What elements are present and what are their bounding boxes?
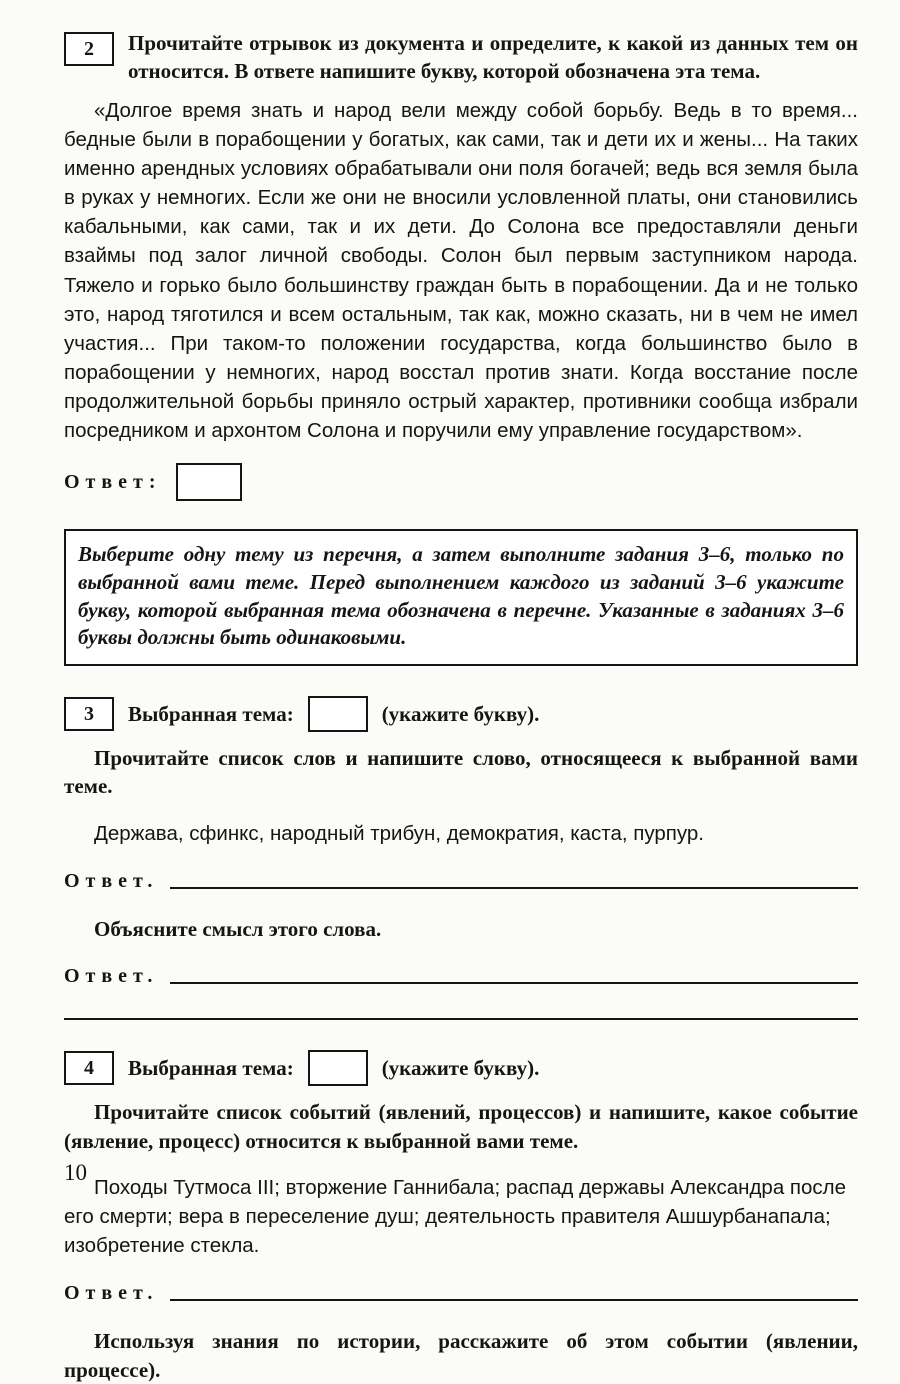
task2-answer-row — [64, 463, 858, 501]
task2-number-box: 2 — [64, 32, 114, 66]
task2-source-passage: «Долгое время знать и народ вели между собой борьбу. Ведь в то время... бедные были в порабощении у богатых, как сами, так и дети их и жены... На таких именно арендных условиях обрабатывали они поля богачей; ведь вся земля была в руках у немногих. Если же они не вносили условленной платы, они становились кабальными, как сами, так и их дети. До Солона все предоставляли деньги взаймы под залог личной свободы. Солон был первым заступником народа. Тяжело и горько было большинству граждан быть в порабощении. Да и не только это, народ тяготился и всем остальным, так как, можно сказать, ни в чем не имел участия... При таком-то положении государства, когда большинство было в порабощении у немногих, народ восстал против знати. Когда восстание после продолжительной борьбы приняло острый характер, противники сообща избрали посредником и архонтом Солона и поручили ему управление государством». — [64, 98, 858, 443]
task4-prompt: Прочитайте список событий (явлений, процессов) и напишите, какое событие (явление, процесс) относится к выбранной вами теме. — [64, 1100, 858, 1153]
task3-answer-label-2: Ответ. — [64, 965, 159, 988]
task4-theme-label: Выбранная тема: — [128, 1055, 294, 1080]
task3-answer-line-1 — [170, 886, 858, 889]
section-divider — [64, 1018, 858, 1020]
task3-answer-label-1: Ответ. — [64, 869, 159, 892]
task2-header — [64, 30, 858, 86]
task4-followup-prompt: Используя знания по истории, расскажите об этом событии (явлении, процессе). — [64, 1329, 858, 1382]
page-number: 10 — [64, 1160, 87, 1185]
task4-answer-line — [170, 1298, 858, 1301]
task3-theme-label: Выбранная тема: — [128, 701, 294, 726]
task3-theme-hint: (укажите букву). — [381, 701, 540, 726]
task2-answer-label: Ответ: — [64, 470, 162, 493]
task3-number-box: 3 — [64, 697, 114, 731]
task3-answer-line-2 — [170, 981, 858, 984]
task4-answer-label: Ответ. — [64, 1282, 159, 1305]
task4-answer-row — [64, 1282, 858, 1305]
task4-number-box: 4 — [64, 1051, 114, 1085]
task3-word-list: Держава, сфинкс, народный трибун, демократия, каста, пурпур. — [94, 821, 704, 845]
task3-explain-prompt: Объясните смысл этого слова. — [94, 916, 382, 941]
task3-answer-row-2 — [64, 965, 858, 988]
task3-answer-row-1 — [64, 870, 858, 893]
task3-header — [64, 696, 858, 732]
task3-theme-box — [308, 696, 368, 732]
task2-prompt: Прочитайте отрывок из документа и определите, к какой из данных тем он относится. В ответе напишите букву, которой обозначена эта тема. — [128, 31, 858, 83]
instruction-box: Выберите одну тему из перечня, а затем выполните задания 3–6, только по выбранной вами теме. Перед выполнением каждого из заданий 3–6 укажите букву, которой выбранная тема обозначена в перечне. Указанные в заданиях 3–6 буквы должны быть одинаковыми. — [64, 529, 858, 666]
task4-header — [64, 1050, 858, 1086]
task4-theme-box — [308, 1050, 368, 1086]
task2-answer-box — [176, 463, 242, 501]
task4-event-list: Походы Тутмоса III; вторжение Ганнибала; распад державы Александра после его смерти; вера в переселение душ; деятельность правителя Ашшурбанапала; изобретение стекла. — [64, 1175, 847, 1258]
task3-prompt: Прочитайте список слов и напишите слово, относящееся к выбранной вами теме. — [64, 746, 858, 799]
task4-theme-hint: (укажите букву). — [381, 1055, 540, 1080]
